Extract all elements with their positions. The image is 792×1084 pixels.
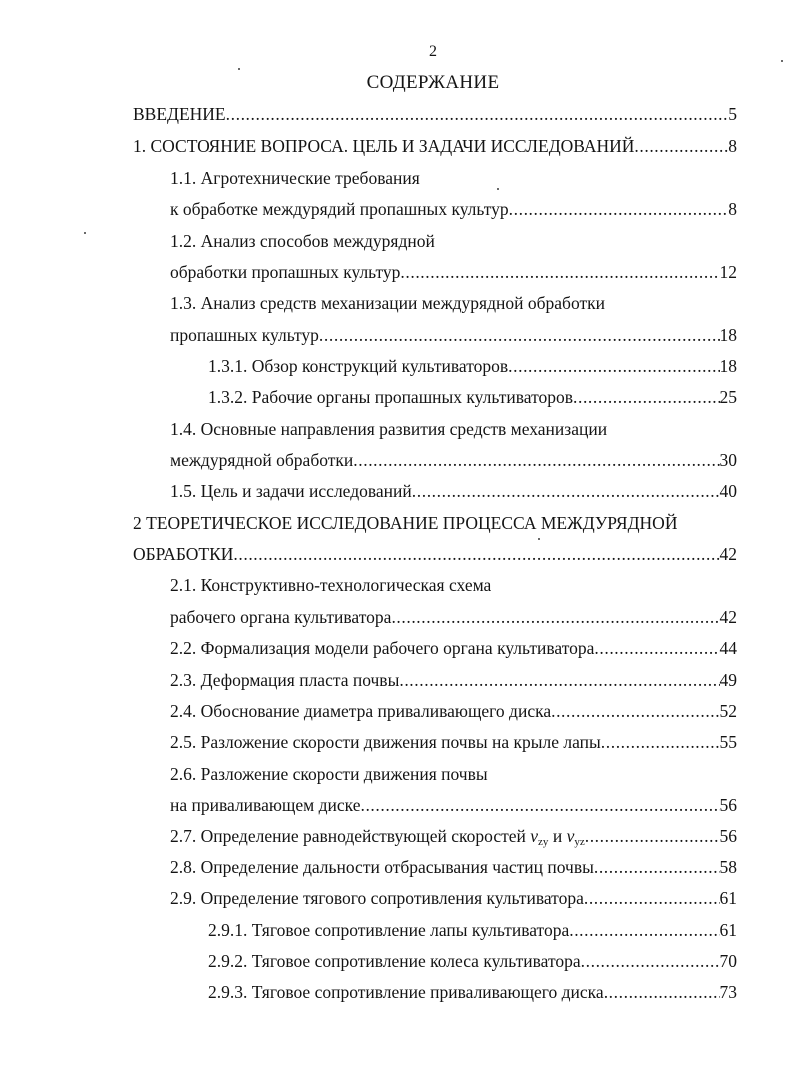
toc-entry: 2.1. Конструктивно-технологическая схема — [170, 575, 492, 595]
scan-speck — [538, 538, 540, 540]
toc-entry-text: к обработке междурядий пропашных культур — [170, 199, 509, 219]
toc-entry-text: 2.9. Определение тягового сопротивления культиватора — [170, 888, 584, 908]
dot-leader — [584, 886, 720, 910]
toc-entry-page: 61 — [719, 920, 737, 940]
dot-leader — [399, 668, 719, 692]
toc-entry-page: 40 — [719, 481, 737, 501]
toc-entry-text: обработки пропашных культур — [170, 262, 401, 282]
dot-leader — [391, 605, 719, 629]
toc-entry-text: 2.5. Разложение скорости движения почвы на крыле лапы — [170, 732, 601, 752]
toc-entry-text: 2.9.2. Тяговое сопротивление колеса культиватора — [208, 951, 581, 971]
toc-entry — [208, 385, 737, 409]
toc-entry-page: 58 — [719, 857, 737, 877]
toc-entry-page: 52 — [719, 701, 737, 721]
toc-entry — [208, 918, 737, 942]
velocity-symbol: v — [530, 826, 539, 846]
toc-entry — [170, 605, 737, 629]
toc-entry-text: 2.9.3. Тяговое сопротивление приваливающего диска — [208, 982, 604, 1002]
toc-entry-page: 70 — [719, 951, 737, 971]
toc-entry — [170, 323, 737, 347]
toc-entry-text: 2.8. Определение дальности отбрасывания частиц почвы — [170, 857, 594, 877]
toc-entry — [133, 134, 737, 158]
toc-entry — [133, 102, 737, 126]
dot-leader — [412, 479, 720, 503]
toc-entry-text: рабочего органа культиватора — [170, 607, 392, 627]
dot-leader — [594, 636, 719, 660]
toc-entry: 1.4. Основные направления развития средств механизации — [170, 419, 608, 439]
toc-entry-text: междурядной обработки — [170, 450, 354, 470]
dot-leader — [508, 354, 719, 378]
toc-entry: 1.3. Анализ средств механизации междурядной обработки — [170, 293, 605, 313]
page-number: 2 — [429, 43, 437, 60]
velocity-symbol: v — [566, 826, 575, 846]
dot-leader — [509, 197, 729, 221]
toc-entry-page: 25 — [719, 387, 737, 407]
toc-entry-text: 2.2. Формализация модели рабочего органа культиватора — [170, 638, 595, 658]
toc-entry — [170, 448, 737, 472]
toc-entry-text — [170, 824, 585, 854]
toc-entry-page: 44 — [719, 638, 737, 658]
toc-entry — [170, 668, 737, 692]
dot-leader — [400, 260, 719, 284]
dot-leader — [573, 385, 720, 409]
toc-entry: 2 ТЕОРЕТИЧЕСКОЕ ИССЛЕДОВАНИЕ ПРОЦЕССА МЕЖДУРЯДНОЙ — [133, 513, 678, 533]
toc-entry — [170, 855, 737, 879]
toc-entry-text: 1.3.2. Рабочие органы пропашных культиваторов — [208, 387, 573, 407]
toc-entry — [170, 730, 737, 754]
dot-leader — [569, 918, 719, 942]
dot-leader — [601, 730, 720, 754]
toc-entry-page: 18 — [719, 356, 737, 376]
toc-entry — [133, 542, 737, 566]
dot-leader — [353, 448, 719, 472]
toc-entry-page: 30 — [719, 450, 737, 470]
toc-entry — [170, 260, 737, 284]
toc-entry — [170, 197, 737, 221]
toc-title: СОДЕРЖАНИЕ — [366, 72, 500, 93]
toc-entry-text: на приваливающем диске — [170, 795, 361, 815]
dot-leader — [581, 949, 720, 973]
dot-leader — [551, 699, 719, 723]
velocity-subscript: yz — [574, 836, 585, 848]
dot-leader — [360, 793, 719, 817]
toc-entry-page: 61 — [719, 888, 737, 908]
toc-entry — [208, 980, 737, 1004]
toc-entry-page: 18 — [719, 325, 737, 345]
toc-entry-page: 5 — [728, 104, 737, 124]
scan-speck — [84, 232, 86, 234]
toc-entry-page: 12 — [719, 262, 737, 282]
dot-leader — [319, 323, 720, 347]
toc-entry-page: 42 — [719, 544, 737, 564]
toc-entry-page: 55 — [719, 732, 737, 752]
toc-entry — [208, 949, 737, 973]
scan-speck — [781, 60, 783, 62]
dot-leader — [233, 542, 719, 566]
toc-entry — [170, 886, 737, 910]
toc-entry-text: 2.9.1. Тяговое сопротивление лапы культиватора — [208, 920, 570, 940]
dot-leader — [604, 980, 720, 1004]
scan-speck — [238, 68, 240, 70]
toc-entry-page: 73 — [719, 982, 737, 1002]
toc-entry-page: 56 — [719, 826, 737, 846]
toc-entry-page: 8 — [728, 199, 737, 219]
toc-entry-text: 2.3. Деформация пласта почвы — [170, 670, 400, 690]
toc-entry-text: ВВЕДЕНИЕ — [133, 104, 226, 124]
toc-entry-text: пропашных культур — [170, 325, 319, 345]
toc-entry — [170, 636, 737, 660]
toc-entry-text-part: 2.7. Определение равнодействующей скоростей — [170, 826, 531, 846]
toc-entry-text: 1.3.1. Обзор конструкций культиваторов — [208, 356, 509, 376]
scan-speck — [497, 188, 499, 190]
toc-entry: 1.2. Анализ способов междурядной — [170, 231, 435, 251]
toc-entry — [170, 699, 737, 723]
toc-entry: 1.1. Агротехнические требования — [170, 168, 420, 188]
toc-entry — [170, 793, 737, 817]
toc-entry-conjunction: и — [548, 826, 567, 846]
toc-entry: 2.6. Разложение скорости движения почвы — [170, 764, 488, 784]
velocity-subscript: zy — [538, 836, 549, 848]
dot-leader — [585, 824, 720, 848]
dot-leader — [594, 855, 720, 879]
toc-entry — [208, 354, 737, 378]
dot-leader — [226, 102, 729, 126]
toc-entry-page: 49 — [719, 670, 737, 690]
toc-entry-page: 42 — [719, 607, 737, 627]
toc-entry-text: 1.5. Цель и задачи исследований — [170, 481, 412, 501]
dot-leader — [634, 134, 728, 158]
toc-entry-text: ОБРАБОТКИ — [133, 544, 234, 564]
toc-entry — [170, 824, 737, 854]
toc-entry-text: 2.4. Обоснование диаметра приваливающего диска — [170, 701, 552, 721]
toc-entry-page: 56 — [719, 795, 737, 815]
toc-entry-page: 8 — [728, 136, 737, 156]
toc-entry — [170, 479, 737, 503]
toc-entry-text: 1. СОСТОЯНИЕ ВОПРОСА. ЦЕЛЬ И ЗАДАЧИ ИССЛЕДОВАНИЙ — [133, 136, 635, 156]
